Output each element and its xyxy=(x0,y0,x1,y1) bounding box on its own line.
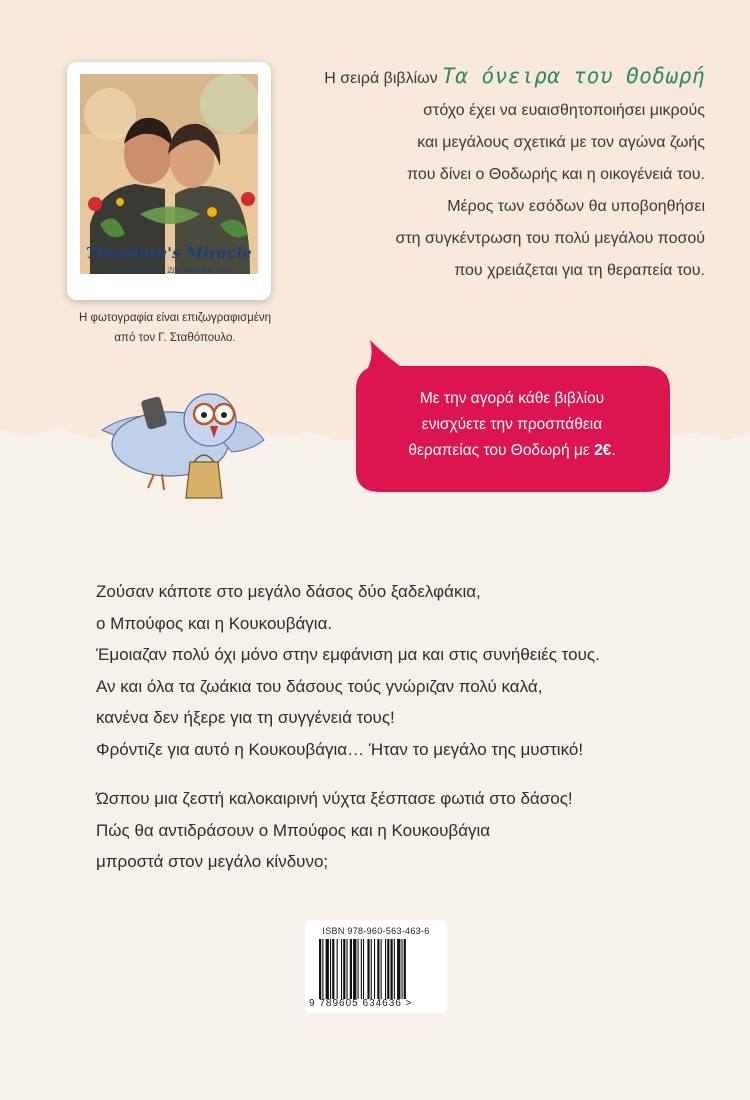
intro-line: που δίνει ο Θοδωρής και η οικογένειά του. xyxy=(407,166,705,183)
polaroid-photo xyxy=(67,62,271,300)
barcode-bar xyxy=(358,939,359,999)
story-blurb xyxy=(96,576,696,878)
donation-amount: 2€ xyxy=(594,442,612,459)
bubble-line xyxy=(362,438,662,464)
story-line: κανένα δεν ήξερε για τη συγγένειά τους! xyxy=(96,708,395,727)
barcode-bar xyxy=(341,939,342,999)
barcode-bar xyxy=(330,939,331,999)
bubble-line: Με την αγορά κάθε βιβλίου xyxy=(419,390,605,407)
barcode-bar xyxy=(347,939,348,999)
barcode-bar xyxy=(377,939,379,999)
barcode-bar xyxy=(391,939,393,999)
credit-line: Η φωτογραφία είναι επιζωγραφισμένη xyxy=(78,312,272,324)
bubble-line-prefix: θεραπείας του Θοδωρή με xyxy=(408,442,595,459)
story-line: Ζούσαν κάποτε στο μεγάλο δάσος δύο ξαδελφάκια, xyxy=(96,582,481,601)
barcode-bar xyxy=(363,939,364,999)
intro-paragraph xyxy=(300,60,705,287)
barcode-bar xyxy=(361,939,362,999)
couple-photo xyxy=(80,74,258,274)
bubble-line: ενισχύετε την προσπάθεια xyxy=(421,416,603,433)
barcode-bar xyxy=(387,939,389,999)
intro-first-line xyxy=(300,60,705,95)
barcode-bar xyxy=(332,939,334,999)
barcode-bar xyxy=(374,939,375,999)
barcode-bar xyxy=(337,939,338,999)
barcode-bar xyxy=(371,939,372,999)
barcode-bar xyxy=(353,939,356,999)
isbn-label: ISBN 978-960-563-463-6 xyxy=(322,926,430,936)
barcode-bars xyxy=(319,939,437,999)
bubble-line-suffix: . xyxy=(611,442,616,459)
barcode-bar xyxy=(394,939,395,999)
photo-caption: Theodore's Miracle xyxy=(86,244,252,262)
intro-line: στόχο έχει να ευαισθητοποιήσει μικρούς xyxy=(423,102,705,119)
intro-line: Μέρος των εσόδων θα υποβοηθήσει xyxy=(447,198,705,215)
barcode-bar xyxy=(381,939,382,999)
barcode-bar xyxy=(397,939,400,999)
intro-prefix: Η σειρά βιβλίων xyxy=(324,70,438,87)
story-line: Πώς θα αντιδράσουν ο Μπούφος και η Κουκουβάγια xyxy=(96,820,491,840)
story-line: Έμοιαζαν πολύ όχι μόνο στην εμφάνιση μα και στις συνήθειές τους. xyxy=(96,645,600,664)
series-title: Τα όνειρα του Θοδωρή xyxy=(442,64,705,88)
barcode-bar xyxy=(326,939,329,999)
barcode-bar xyxy=(343,939,345,999)
credit-line: από τον Γ. Σταθόπουλο. xyxy=(114,332,236,344)
barcode-bar xyxy=(404,939,406,999)
isbn-barcode xyxy=(305,920,447,1013)
story-line: Ώσπου μια ζεστή καλοκαιρινή νύχτα ξέσπασε φωτιά στο δάσος! xyxy=(96,789,573,808)
story-line: ο Μπούφος και η Κουκουβάγια. xyxy=(96,613,333,633)
story-line: Φρόντιζε για αυτό η Κουκουβάγια… Ήταν το μεγάλο της μυστικό! xyxy=(96,739,584,759)
owl-illustration xyxy=(92,370,272,515)
intro-line: στη συγκέντρωση του πολύ μεγάλου ποσού xyxy=(395,230,705,247)
barcode-bar xyxy=(319,939,321,999)
barcode-bar xyxy=(350,939,352,999)
photo-signature: ΝΕΑ ΕΛΛΗΝΙΚΗ ΖΩΓΡΑΦΙΚΗ 2016 xyxy=(105,267,233,274)
barcode-bar xyxy=(385,939,386,999)
barcode-digits: 9 789605 634636 > xyxy=(309,998,413,1009)
story-line: μπροστά στον μεγάλο κίνδυνο; xyxy=(96,852,329,871)
paragraph-gap xyxy=(96,765,696,783)
barcode-bar xyxy=(402,939,403,999)
barcode-bar xyxy=(367,939,369,999)
intro-line: που χρειάζεται για τη θεραπεία του. xyxy=(454,262,705,279)
story-line: Αν και όλα τα ζωάκια του δάσους τούς γνώριζαν πολύ καλά, xyxy=(96,676,543,696)
photo-credit xyxy=(60,308,290,348)
intro-line: και μεγάλους σχετικά με τον αγώνα ζωής xyxy=(417,134,705,151)
bubble-text xyxy=(362,386,662,464)
barcode-bar xyxy=(322,939,323,999)
donation-speech-bubble xyxy=(340,330,680,500)
